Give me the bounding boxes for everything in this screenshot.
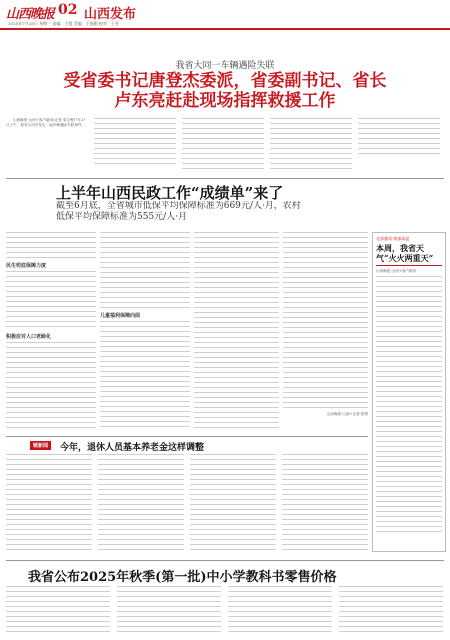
lead-text-column (358, 118, 440, 158)
newspaper-logo: 山西晚报 (6, 7, 55, 22)
story2-text (6, 271, 96, 331)
story4-text (6, 586, 110, 636)
story3-body (6, 454, 368, 556)
story2-column-4 (283, 232, 368, 432)
lead-body (6, 118, 444, 176)
page-number: 02 (58, 2, 78, 18)
story4-text (228, 586, 332, 636)
story4-text (117, 586, 221, 636)
story2-subtitle-line2: 低保平均保障标准为555元/人·月 (56, 212, 188, 223)
story4-body (6, 586, 444, 638)
news-badge: 链新闻 (30, 441, 51, 450)
lead-text-column (182, 118, 264, 172)
divider (6, 560, 444, 561)
section-title: 山西发布 (84, 7, 137, 22)
story3-text (282, 454, 368, 554)
story3-text (98, 454, 184, 554)
story4-title: 我省公布2025年秋季(第一批)中小学教科书零售价格 (28, 570, 337, 585)
story4-text (339, 586, 443, 636)
story3-text (6, 454, 92, 554)
sidebar-tag: 北部暴雨 南部高温 (376, 236, 410, 241)
sidebar-title: 本周，我省天气“火火两重天” (376, 243, 434, 263)
story2-text (194, 232, 279, 432)
divider (6, 436, 368, 437)
story2-column-1 (6, 232, 96, 432)
lead-paragraph: 山西晚报·山西+客户端讯(记者 梁文俊)7月27日上午，我省大同市发生一起车辆遇险失联事件。 (6, 118, 86, 127)
story2-column-2 (100, 232, 190, 432)
story3-title: 今年，退休人员基本养老金这样调整 (60, 443, 205, 453)
lead-title-line2: 卢东亮赶赴现场指挥救援工作 (114, 91, 336, 111)
lead-title-line1: 受省委书记唐登杰委派，省委副书记、省长 (63, 71, 387, 91)
story2-text (100, 321, 190, 431)
story2-text (6, 342, 96, 432)
lead-text-column (270, 118, 352, 172)
lead-kicker: 我省大同一车辆遇险失联 (175, 61, 275, 71)
story2-title: 上半年山西民政工作“成绩单”来了 (56, 184, 284, 202)
lead-text-column (94, 118, 176, 168)
sidebar-rule (376, 265, 442, 266)
story2-column-3 (194, 232, 279, 432)
story2-subhead-2: 积极应对人口老龄化 (6, 334, 52, 340)
sidebar-lead: 山西晚报·山西+客户端讯 (376, 269, 417, 274)
divider (6, 178, 444, 179)
masthead-rule (0, 28, 450, 30)
story2-text (6, 232, 96, 260)
story2-subtitle (56, 201, 376, 231)
story3-text (190, 454, 276, 554)
dateline: 2025年7月28日 星期一 责编：王霞 美编：王丽娟 校对：王芳 (8, 21, 119, 26)
sidebar-text (376, 276, 442, 536)
story2-subhead-3: 儿童福利保障向面 (100, 313, 141, 319)
weather-sidebar (372, 232, 446, 552)
story2-subtitle-line1: 截至6月底，全省城市低保平均保障标准为669元/人·月，农村 (56, 201, 301, 211)
story2-text (283, 232, 368, 410)
story2-subhead-1: 民生兜底保障力度 (6, 263, 47, 269)
story2-text (100, 232, 190, 310)
story2-byline: 山西晚报·山西+记者 张婧 (326, 412, 368, 416)
